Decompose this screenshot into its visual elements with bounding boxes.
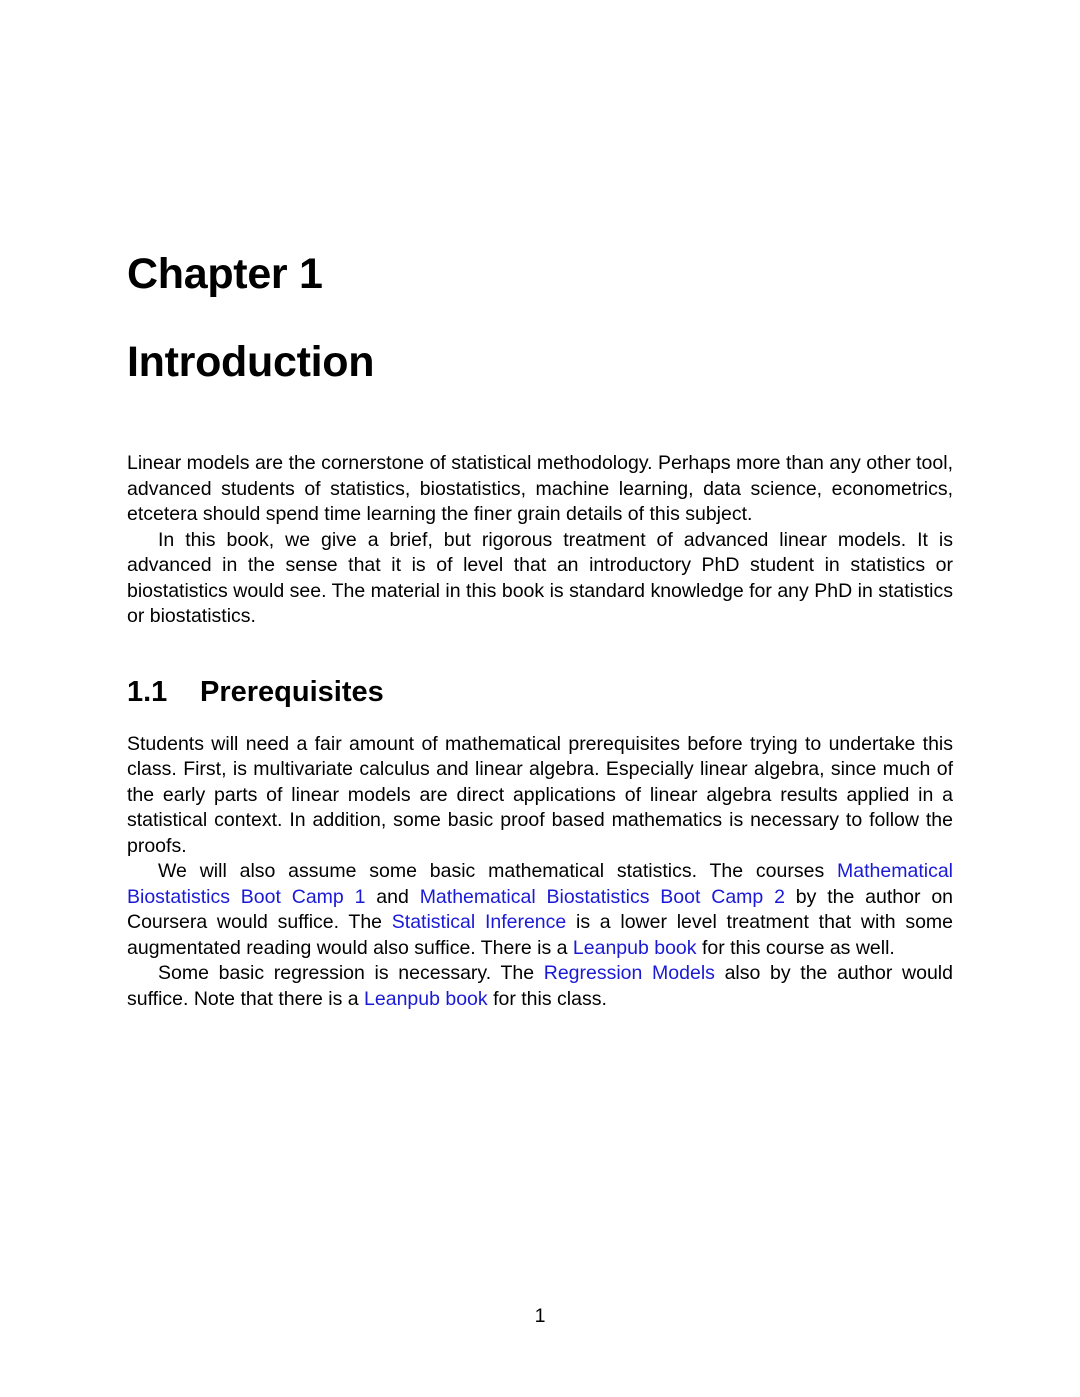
prereq-paragraph-3 (127, 961, 953, 1012)
link-mathematical-biostatistics-boot-camp-1[interactable]: Mathematical Biostatistics Boot Camp 1 (127, 860, 953, 908)
link-regression-models[interactable]: Regression Models (543, 962, 715, 984)
prereq-text: Some basic regression is necessary. The (158, 962, 544, 984)
section-number: 1.1 (127, 675, 168, 708)
prereq-text: by the author on Coursera would suffice. The (127, 885, 954, 933)
page-content (127, 248, 953, 1012)
link-statistical-inference[interactable]: Statistical Inference (391, 911, 567, 933)
prereq-text: We will also assume some basic mathematical statistics. The courses (158, 860, 838, 882)
section-title: Prerequisites (200, 675, 384, 708)
link-leanpub-book-regression[interactable]: Leanpub book (364, 987, 488, 1010)
chapter-title: Introduction (127, 338, 375, 386)
prereq-text: and (365, 885, 420, 908)
prereq-text: for this course as well. (696, 936, 895, 959)
intro-paragraph-2: In this book, we give a brief, but rigorous treatment of advanced linear models. It is advanced in the sense that it is of level that an introductory PhD student in statistics or biostatistics would see. The material in this book is standard knowledge for any PhD in statistics or biostatistics. (127, 528, 953, 627)
link-leanpub-book-inference[interactable]: Leanpub book (572, 936, 697, 959)
prereq-text: also by the author would suffice. Note that there is a (127, 962, 953, 1010)
page-number: 1 (534, 1305, 546, 1327)
prereq-paragraph-2 (127, 859, 953, 961)
chapter-label: Chapter 1 (127, 250, 323, 298)
prereq-text: is a lower level treatment that with some augmentated reading would also suffice. There is a (127, 911, 953, 959)
prereq-paragraph-1: Students will need a fair amount of mathematical prerequisites before trying to undertake this class. First, is multivariate calculus and linear algebra. Especially linear algebra, since much of the early parts of linear models are direct applications of linear algebra results applied in a statistical context. In addition, some basic proof based mathematics is necessary to follow the proofs. (127, 732, 953, 857)
section-heading (127, 674, 953, 710)
prereq-text: for this class. (487, 987, 607, 1010)
link-mathematical-biostatistics-boot-camp-2[interactable]: Mathematical Biostatistics Boot Camp 2 (419, 885, 785, 908)
intro-paragraph-1: Linear models are the cornerstone of statistical methodology. Perhaps more than any other tool, advanced students of statistics, biostatistics, machine learning, data science, econometrics, etcetera should spend time learning the finer grain details of this subject. (127, 452, 953, 525)
